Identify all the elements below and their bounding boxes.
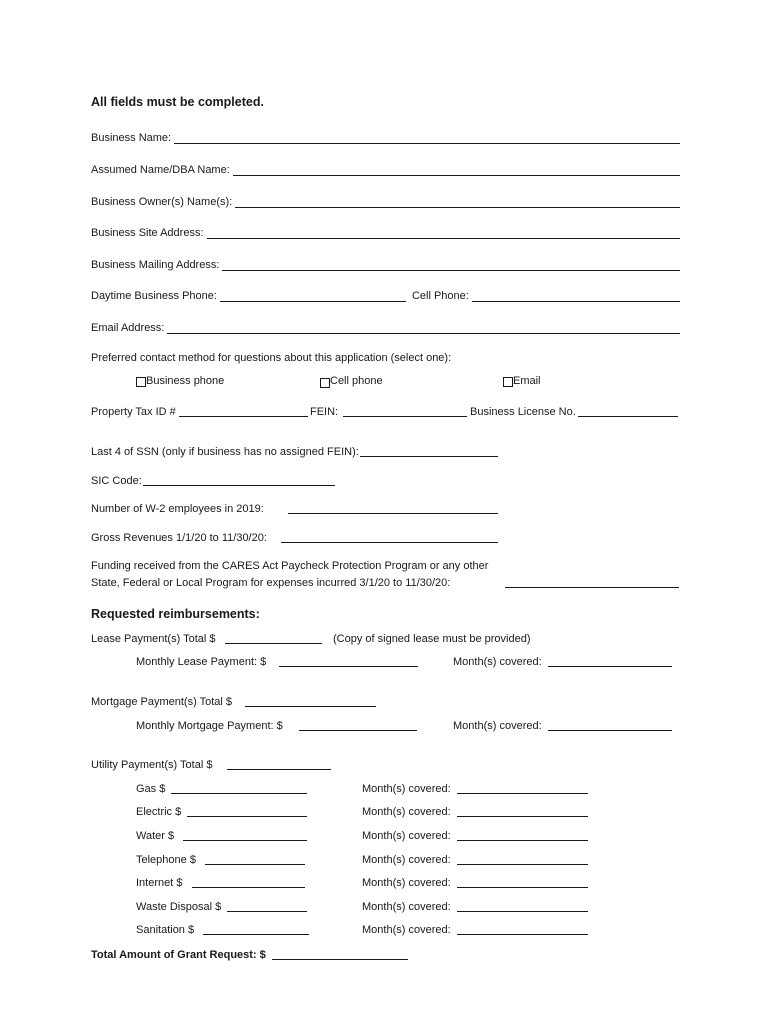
- utility-water-field[interactable]: [183, 840, 307, 841]
- dba-label: Assumed Name/DBA Name:: [91, 164, 230, 176]
- utility-internet-months-label: Month(s) covered:: [362, 877, 451, 889]
- fein-label: FEIN:: [310, 406, 339, 418]
- email-option-label: Email: [513, 375, 541, 387]
- gross-revenue-field[interactable]: [281, 542, 498, 543]
- owners-row: [91, 192, 680, 208]
- utility-waste-months-label: Month(s) covered:: [362, 901, 451, 913]
- business-phone-checkbox[interactable]: [136, 377, 146, 387]
- utility-gas-field[interactable]: [171, 793, 307, 794]
- cell-phone-label: Cell Phone:: [411, 290, 469, 302]
- utility-gas-label: Gas $: [136, 783, 166, 795]
- business-name-row: [91, 128, 680, 144]
- monthly-lease-field[interactable]: [279, 666, 418, 667]
- lease-total-label: Lease Payment(s) Total $: [91, 633, 216, 645]
- daytime-phone-field[interactable]: [220, 289, 406, 302]
- total-grant-field[interactable]: [272, 959, 408, 960]
- daytime-phone-label: Daytime Business Phone:: [91, 290, 217, 302]
- property-tax-label: Property Tax ID #: [91, 406, 176, 418]
- email-checkbox[interactable]: [503, 377, 513, 387]
- cell-phone-option-label: Cell phone: [330, 375, 383, 387]
- mailing-address-field[interactable]: [222, 258, 680, 271]
- utility-total-label: Utility Payment(s) Total $: [91, 759, 213, 771]
- reimbursements-heading: Requested reimbursements:: [91, 607, 260, 621]
- utility-electric-field[interactable]: [187, 816, 307, 817]
- cell-phone-field[interactable]: [472, 289, 680, 302]
- business-license-label: Business License No.: [470, 406, 576, 418]
- utility-gas-months-field[interactable]: [457, 793, 588, 794]
- utility-internet-months-field[interactable]: [457, 887, 588, 888]
- monthly-lease-label: Monthly Lease Payment: $: [136, 656, 267, 668]
- sic-field[interactable]: [143, 485, 335, 486]
- utility-electric-months-field[interactable]: [457, 816, 588, 817]
- site-address-label: Business Site Address:: [91, 227, 204, 239]
- monthly-mortgage-label: Monthly Mortgage Payment: $: [136, 720, 283, 732]
- mortgage-months-covered-field[interactable]: [548, 730, 672, 731]
- utility-telephone-months-field[interactable]: [457, 864, 588, 865]
- utility-sanitation-months-label: Month(s) covered:: [362, 924, 451, 936]
- utility-telephone-label: Telephone $: [136, 854, 196, 866]
- total-grant-label: Total Amount of Grant Request: $: [91, 949, 266, 961]
- cell-phone-checkbox[interactable]: [320, 378, 330, 388]
- utility-telephone-field[interactable]: [205, 864, 305, 865]
- utility-sanitation-field[interactable]: [203, 934, 309, 935]
- contact-method-question: Preferred contact method for questions about this application (select one):: [91, 352, 452, 364]
- utility-electric-label: Electric $: [136, 806, 182, 818]
- utility-waste-field[interactable]: [227, 911, 307, 912]
- ssn-field[interactable]: [360, 456, 498, 457]
- business-license-field[interactable]: [578, 416, 678, 417]
- lease-total-field[interactable]: [225, 643, 322, 644]
- lease-note: (Copy of signed lease must be provided): [333, 633, 531, 645]
- utility-waste-months-field[interactable]: [457, 911, 588, 912]
- mailing-address-row: [91, 255, 680, 271]
- mortgage-months-covered-label: Month(s) covered:: [453, 720, 542, 732]
- utility-total-field[interactable]: [227, 769, 331, 770]
- utility-water-months-field[interactable]: [457, 840, 588, 841]
- funding-field[interactable]: [505, 587, 679, 588]
- site-address-field[interactable]: [207, 226, 680, 239]
- phone-row: [91, 286, 680, 302]
- ssn-label: Last 4 of SSN (only if business has no assigned FEIN):: [91, 446, 359, 458]
- lease-months-covered-field[interactable]: [548, 666, 672, 667]
- utility-water-months-label: Month(s) covered:: [362, 830, 451, 842]
- utility-internet-field[interactable]: [192, 887, 305, 888]
- owners-field[interactable]: [235, 195, 680, 208]
- utility-electric-months-label: Month(s) covered:: [362, 806, 451, 818]
- gross-revenue-label: Gross Revenues 1/1/20 to 11/30/20:: [91, 532, 267, 544]
- utility-water-label: Water $: [136, 830, 175, 842]
- funding-label-line2: State, Federal or Local Program for expenses incurred 3/1/20 to 11/30/20:: [91, 577, 451, 589]
- utility-telephone-months-label: Month(s) covered:: [362, 854, 451, 866]
- monthly-mortgage-field[interactable]: [299, 730, 417, 731]
- utility-gas-months-label: Month(s) covered:: [362, 783, 451, 795]
- dba-row: [91, 160, 680, 176]
- utility-waste-label: Waste Disposal $: [136, 901, 222, 913]
- fein-field[interactable]: [343, 416, 467, 417]
- email-row: [91, 318, 680, 334]
- funding-label-line1: Funding received from the CARES Act Paycheck Protection Program or any other: [91, 560, 489, 572]
- sic-label: SIC Code:: [91, 475, 142, 487]
- property-tax-field[interactable]: [179, 416, 308, 417]
- business-name-field[interactable]: [174, 131, 680, 144]
- utility-internet-label: Internet $: [136, 877, 183, 889]
- dba-field[interactable]: [233, 163, 680, 176]
- mortgage-total-field[interactable]: [245, 706, 376, 707]
- email-label: Email Address:: [91, 322, 165, 334]
- lease-months-covered-label: Month(s) covered:: [453, 656, 542, 668]
- business-name-label: Business Name:: [91, 132, 172, 144]
- w2-field[interactable]: [288, 513, 498, 514]
- email-field[interactable]: [167, 321, 680, 334]
- site-address-row: [91, 223, 680, 239]
- business-phone-option-label: Business phone: [146, 375, 225, 387]
- w2-label: Number of W-2 employees in 2019:: [91, 503, 264, 515]
- mortgage-total-label: Mortgage Payment(s) Total $: [91, 696, 233, 708]
- utility-sanitation-months-field[interactable]: [457, 934, 588, 935]
- form-instruction: All fields must be completed.: [91, 95, 264, 109]
- mailing-address-label: Business Mailing Address:: [91, 259, 220, 271]
- owners-label: Business Owner(s) Name(s):: [91, 196, 233, 208]
- utility-sanitation-label: Sanitation $: [136, 924, 195, 936]
